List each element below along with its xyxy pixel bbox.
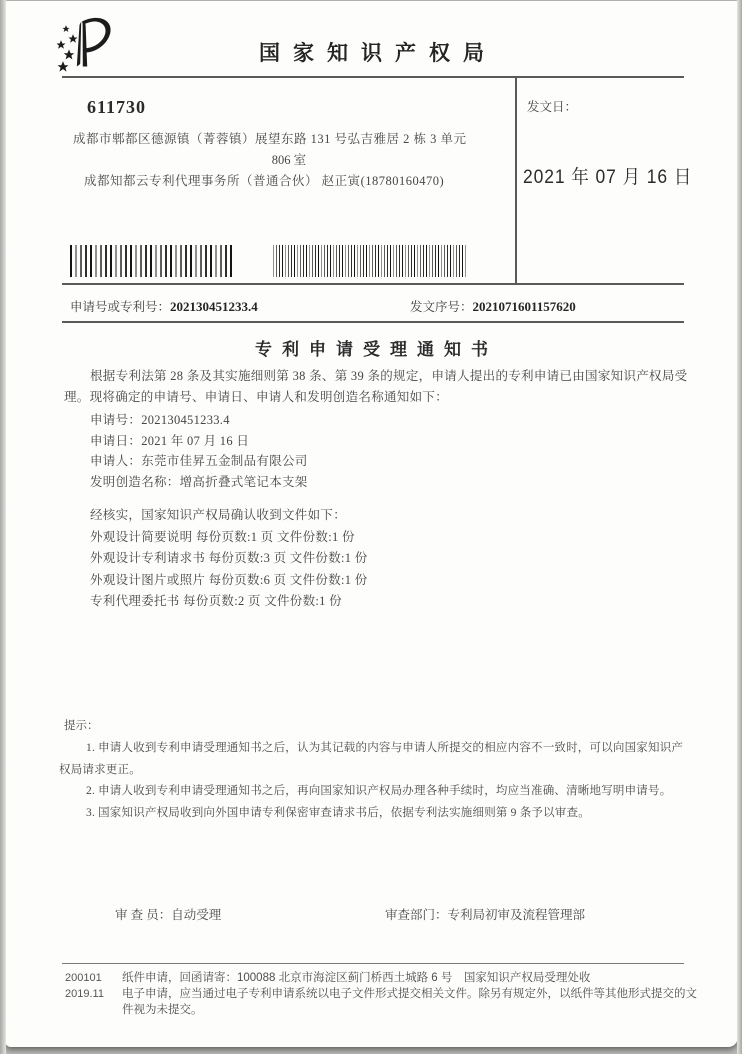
received-item: 外观设计简要说明 每份页数:1 页 文件份数:1 份 xyxy=(90,529,355,544)
received-item: 外观设计专利请求书 每份页数:3 页 文件份数:1 份 xyxy=(90,551,368,565)
tip-item: 2. 申请人收到专利申请受理通知书之后，再向国家知识产权局办理各种手续时，均应当准确、清晰地写明申请号。 xyxy=(86,785,672,797)
serial-number-label: 发文序号： xyxy=(410,300,473,314)
application-fields xyxy=(90,410,650,492)
recipient-address-line2: 806 室 xyxy=(271,153,307,167)
tip-item: 1. 申请人收到专利申请受理通知书之后，认为其记载的内容与申请人所提交的相应内容不一致时，可以向国家知识产权局请求更正。 xyxy=(59,742,684,776)
field-applicant: 申请人：东莞市佳昇五金制品有限公司 xyxy=(90,454,308,468)
footer-form-codes xyxy=(65,970,104,1002)
application-number-row xyxy=(70,297,258,315)
footer-form-date: 2019.11 xyxy=(65,988,104,1000)
footer-divider xyxy=(62,963,684,964)
tip-item: 3. 国家知识产权局收到向外国申请专利保密审查请求书后，依据专利法实施细则第 9 条予以审查。 xyxy=(86,806,590,819)
header-divider xyxy=(62,76,684,78)
issue-date-value: 2021 年 07 月 16 日 xyxy=(523,167,693,188)
notice-intro: 根据专利法第 28 条及其实施细则第 38 条、第 39 条的规定，申请人提出的专利申请已由国家知识产权局受理。现将确定的申请号、申请日、申请人和发明创造名称通知如下： xyxy=(64,369,688,404)
notice-document xyxy=(5,1,738,1047)
recipient-address-line1: 成都市郫都区德源镇（菁蓉镇）展望东路 131 号弘吉雅居 2 栋 3 单元 xyxy=(73,132,467,146)
barcode-application xyxy=(70,245,238,277)
application-number-label: 申请号或专利号： xyxy=(70,300,171,314)
field-filing-date: 申请日：2021 年 07 月 16 日 xyxy=(90,433,250,448)
field-application-number: 申请号：202130451233.4 xyxy=(90,413,230,427)
serial-number-row xyxy=(410,297,576,315)
agency-title: 国家知识产权局 xyxy=(259,41,497,65)
received-item: 专利代理委托书 每份页数:2 页 文件份数:1 份 xyxy=(90,594,342,608)
tips-heading: 提示： xyxy=(64,720,99,732)
application-number-value: 202130451233.4 xyxy=(170,299,258,314)
serial-number-value: 2021071601157620 xyxy=(472,299,576,314)
received-item: 外观设计图片或照片 每份页数:6 页 文件份数:1 份 xyxy=(90,572,368,587)
footer-efile-line: 电子申请，应当通过电子专利申请系统以电子文件形式提交相关文件。除另有规定外，以纸件等其他形式提交的文件视为未提交。 xyxy=(122,988,697,1016)
barcode-divider xyxy=(62,283,684,285)
recipient-agent-line: 成都知都云专利代理事务所（普通合伙） 赵正寅(18780160470) xyxy=(84,174,445,188)
examiner-label: 审 查 员： xyxy=(115,908,172,922)
examiner-row xyxy=(115,905,221,923)
footer-form-code: 200101 xyxy=(65,972,102,984)
department-value: 专利局初审及流程管理部 xyxy=(447,908,586,922)
issue-date-label: 发文日： xyxy=(527,100,578,114)
field-invention-title: 发明创造名称：增高折叠式笔记本支架 xyxy=(90,474,308,489)
footer-paper-line: 纸件申请，回函请寄：100088 北京市海淀区蓟门桥西土城路 6 号 国家知识产权局受理处收 xyxy=(122,972,591,984)
recipient-postcode: 611730 xyxy=(87,97,147,117)
notice-title: 专利申请受理通知书 xyxy=(255,340,498,359)
tips-list xyxy=(59,738,691,824)
received-documents xyxy=(90,505,670,613)
received-intro: 经核实，国家知识产权局确认收到文件如下： xyxy=(90,508,347,522)
numbers-divider xyxy=(62,321,684,323)
department-label: 审查部门： xyxy=(385,908,448,922)
examiner-value: 自动受理 xyxy=(171,908,222,922)
department-row xyxy=(385,905,585,923)
barcode-serial xyxy=(273,245,471,277)
footer-instructions xyxy=(122,970,698,1018)
